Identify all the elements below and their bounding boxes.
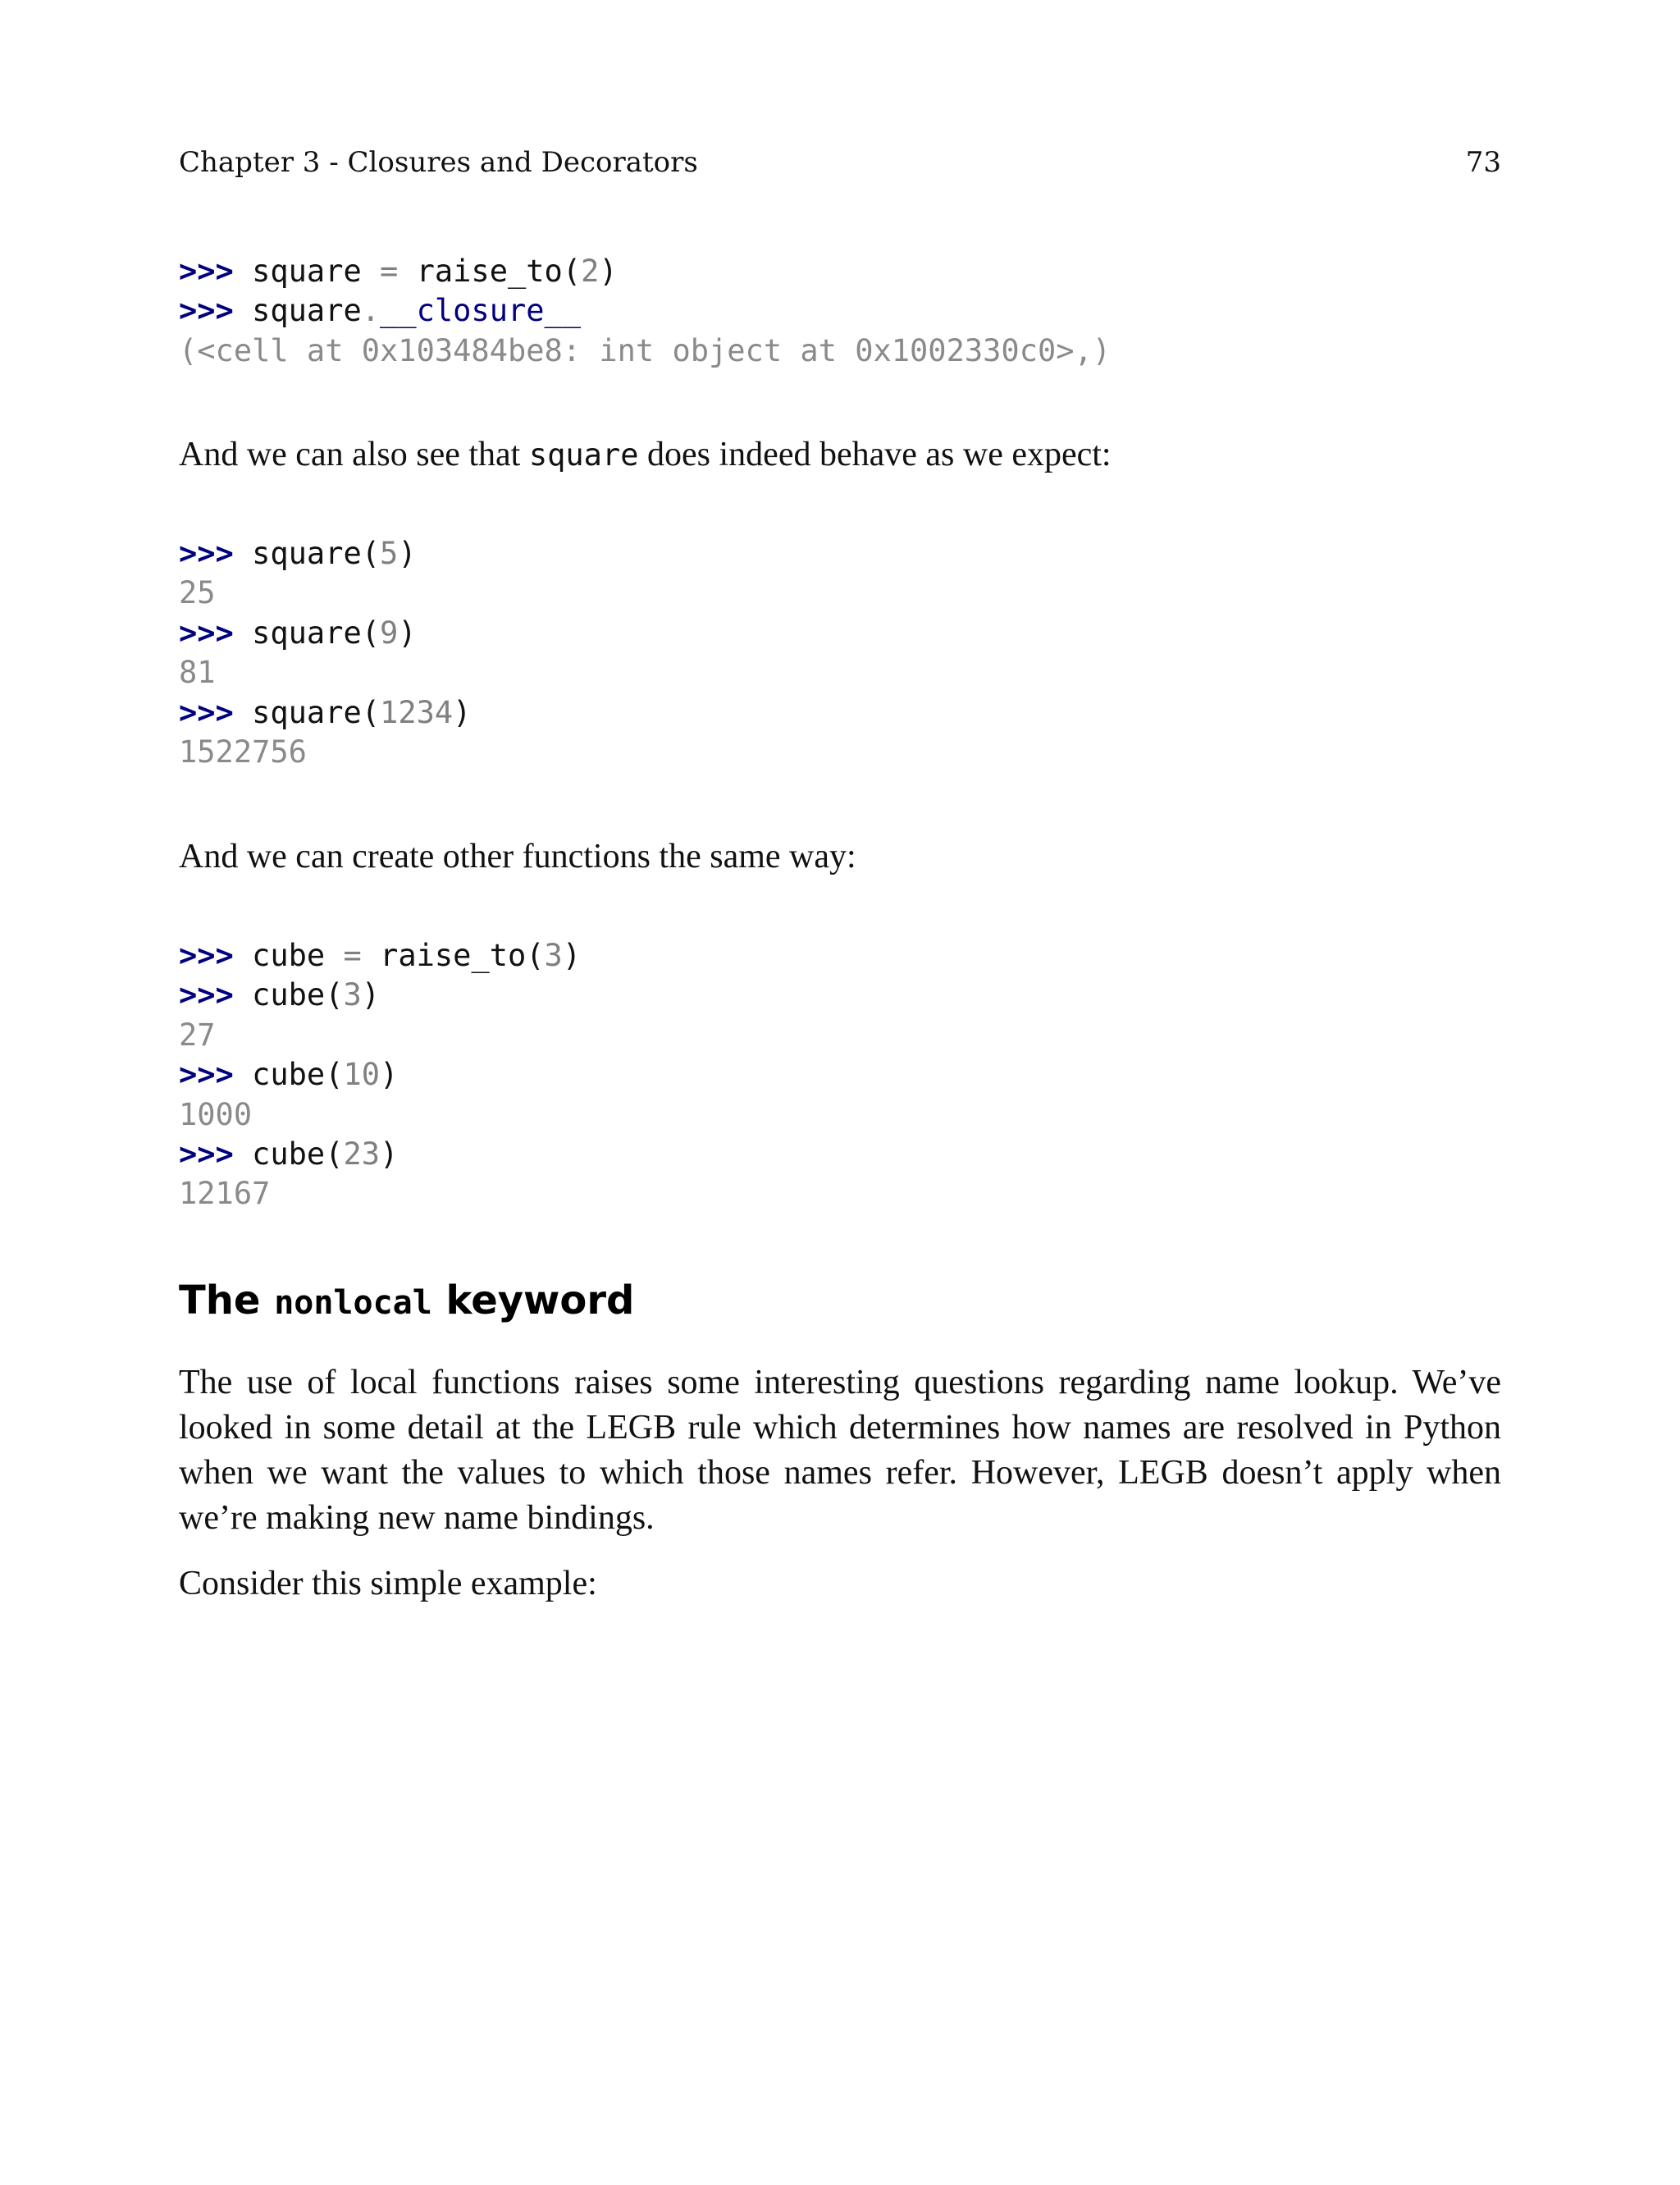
code-output: 25 (179, 575, 216, 611)
code-paren: ) (380, 1136, 399, 1172)
paragraph-name-lookup: The use of local functions raises some interesting questions regarding name lookup. We’ve looked in some detail at the LEGB rule which determines how names are resolved in Python when we want the values to which those names refer. However, LEGB doesn’t apply when we’re making new name bindings. (179, 1364, 1501, 1537)
repl-prompt: >>> (179, 293, 234, 329)
chapter-title: Chapter 3 - Closures and Decorators (179, 146, 698, 179)
code-block-square-closure (179, 252, 1111, 371)
repl-prompt: >>> (179, 536, 234, 571)
code-paren: ) (562, 938, 582, 973)
code-call: raise_to( (380, 938, 545, 973)
code-identifier: cube (252, 938, 326, 973)
code-identifier: square (252, 254, 362, 289)
code-identifier: square (252, 293, 362, 329)
code-number: 5 (380, 536, 399, 571)
repl-prompt: >>> (179, 615, 234, 651)
code-number: 10 (343, 1057, 381, 1093)
code-block-cube-calls (179, 936, 581, 1214)
code-attribute: __closure__ (380, 293, 582, 329)
code-line (179, 614, 471, 653)
code-paren: ) (398, 615, 417, 651)
code-output: (<cell at 0x103484be8: int object at 0x1002330c0>,) (179, 332, 1112, 368)
code-line (179, 534, 471, 574)
page-number: 73 (1465, 146, 1501, 179)
code-number: 9 (380, 615, 399, 651)
repl-prompt: >>> (179, 1136, 234, 1172)
code-line (179, 1135, 581, 1174)
repl-prompt: >>> (179, 254, 234, 289)
heading-inline-code: nonlocal (274, 1284, 432, 1322)
repl-prompt: >>> (179, 938, 234, 973)
code-paren: ) (361, 977, 381, 1013)
running-header (179, 146, 1501, 187)
section-heading (179, 1274, 634, 1329)
code-number: 1234 (380, 694, 454, 730)
repl-prompt: >>> (179, 694, 234, 730)
code-paren: ) (380, 1057, 399, 1093)
paragraph-consider-example: Consider this simple example: (179, 1565, 597, 1602)
code-operator: = (343, 938, 362, 973)
code-line (179, 693, 471, 733)
paragraph-text: And we can also see that (179, 436, 529, 473)
code-call: cube( (252, 1057, 344, 1093)
code-call: raise_to( (416, 254, 582, 289)
heading-text: The (179, 1278, 275, 1323)
repl-prompt: >>> (179, 1057, 234, 1093)
book-page (179, 0, 1501, 2185)
paragraph-square-behaviour (179, 432, 1501, 478)
code-line (179, 976, 581, 1015)
code-block-square-calls (179, 534, 471, 772)
code-number: 23 (343, 1136, 381, 1172)
code-call: square( (252, 615, 381, 651)
code-paren: ) (453, 694, 472, 730)
code-operator: . (361, 293, 381, 329)
code-number: 3 (544, 938, 563, 973)
code-output: 1000 (179, 1096, 253, 1132)
code-number: 3 (343, 977, 362, 1013)
paragraph-text: does indeed behave as we expect: (638, 436, 1112, 473)
code-paren: ) (398, 536, 417, 571)
code-call: square( (252, 536, 381, 571)
code-line (179, 936, 581, 976)
repl-prompt: >>> (179, 977, 234, 1013)
code-operator: = (380, 254, 399, 289)
paragraph-other-functions: And we can create other functions the same way: (179, 838, 856, 875)
inline-code: square (528, 437, 639, 473)
code-line (179, 291, 1111, 331)
code-call: square( (252, 694, 381, 730)
code-number: 2 (581, 254, 600, 289)
code-output: 27 (179, 1017, 216, 1053)
code-output: 12167 (179, 1176, 271, 1212)
code-call: cube( (252, 1136, 344, 1172)
code-output: 1522756 (179, 734, 307, 770)
heading-text: keyword (431, 1278, 635, 1323)
code-line (179, 252, 1111, 291)
code-call: cube( (252, 977, 344, 1013)
code-line (179, 1055, 581, 1095)
code-output: 81 (179, 655, 216, 691)
code-paren: ) (599, 254, 618, 289)
